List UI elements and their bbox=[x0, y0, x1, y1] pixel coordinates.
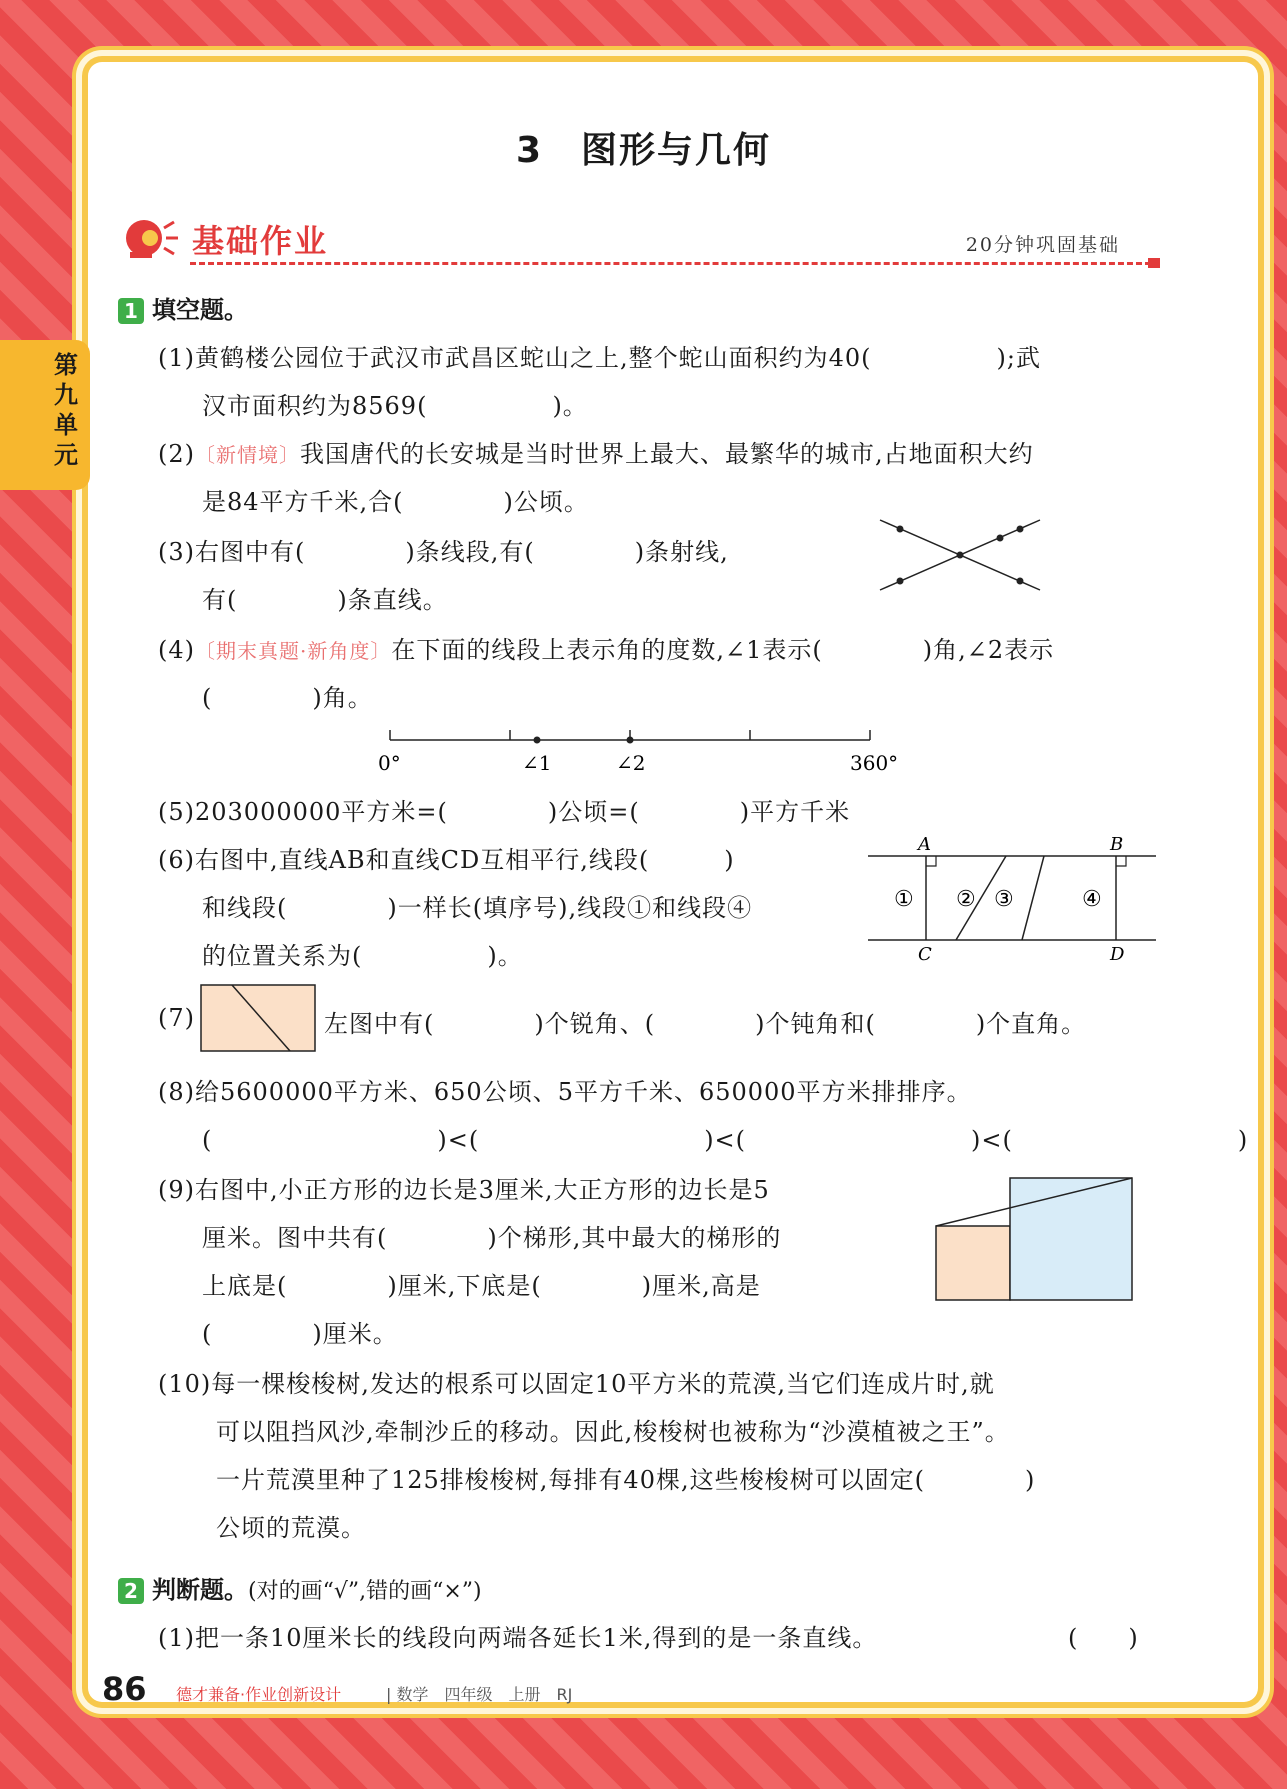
q1-line-4: 是84平方千米,合( )公顷。 bbox=[202, 488, 589, 516]
q1-line-2: 汉市面积约为8569( )。 bbox=[202, 392, 588, 420]
crossing-lines-figure bbox=[874, 512, 1054, 602]
footer-brand: 德才兼备·作业创新设计 bbox=[176, 1685, 342, 1704]
section-divider bbox=[190, 262, 1160, 265]
q2-line-1: (1)把一条10厘米长的线段向两端各延长1米,得到的是一条直线。 bbox=[158, 1624, 878, 1652]
item-text: 我国唐代的长安城是当时世界上最大、最繁华的城市,占地面积大约 bbox=[300, 440, 1034, 468]
point-d-label: D bbox=[1110, 944, 1125, 965]
question-number-badge: 1 bbox=[118, 298, 144, 324]
unit-label: 第九单元 bbox=[54, 351, 78, 469]
q1-line-18: 上底是( )厘米,下底是( )厘米,高是 bbox=[202, 1272, 761, 1300]
q1-line-14: (8)给5600000平方米、650公顷、5平方千米、650000平方米排排序。 bbox=[158, 1078, 972, 1106]
item-number: (4) bbox=[158, 636, 195, 664]
lamp-icon bbox=[120, 212, 180, 262]
item-number: (2) bbox=[158, 440, 195, 468]
q1-line-3 bbox=[158, 434, 1034, 469]
q1-line-11: 和线段( )一样长(填序号),线段①和线段④ bbox=[202, 894, 753, 922]
point-c-label: C bbox=[918, 944, 932, 965]
angle-1-label: ∠1 bbox=[522, 751, 552, 775]
point-a-label: A bbox=[918, 834, 931, 855]
q1-line-1: (1)黄鹤楼公园位于武汉市武昌区蛇山之上,整个蛇山面积约为40( );武 bbox=[158, 344, 1041, 372]
q1-line-21: 可以阻挡风沙,牵制沙丘的移动。因此,梭梭树也被称为“沙漠植被之王”。 bbox=[216, 1418, 1010, 1446]
q2-answer-bracket: ( ) bbox=[1068, 1624, 1139, 1652]
page-title: 3 图形与几何 bbox=[515, 130, 772, 171]
q1-line-22: 一片荒漠里种了125排梭梭树,每排有40棵,这些梭梭树可以固定( ) bbox=[216, 1466, 1036, 1494]
segment-2-label: ② bbox=[956, 887, 976, 912]
q1-line-19: ( )厘米。 bbox=[202, 1320, 398, 1348]
q1-line-6: 有( )条直线。 bbox=[202, 586, 448, 614]
rectangle-with-diagonal-figure bbox=[200, 984, 320, 1054]
item-text: 在下面的线段上表示角的度数,∠1表示( )角,∠2表示 bbox=[391, 636, 1055, 664]
q1-line-17: 厘米。图中共有( )个梯形,其中最大的梯形的 bbox=[202, 1224, 782, 1252]
footer-meta: | 数学 四年级 上册 RJ bbox=[386, 1685, 573, 1704]
exam-tag: 〔期末真题·新角度〕 bbox=[195, 639, 392, 663]
q1-item-7-number: (7) bbox=[158, 1004, 195, 1032]
segment-4-label: ④ bbox=[1082, 887, 1102, 912]
question-number-badge: 2 bbox=[118, 1578, 144, 1604]
q1-line-8: ( )角。 bbox=[202, 684, 373, 712]
scale-start-label: 0° bbox=[378, 751, 401, 775]
scale-end-label: 360° bbox=[850, 751, 899, 775]
q1-line-7 bbox=[158, 630, 1054, 665]
angle-scale-figure bbox=[378, 720, 904, 780]
page-number: 86 bbox=[102, 1670, 147, 1708]
squares-trapezoid-figure bbox=[934, 1176, 1154, 1316]
parallel-lines-figure bbox=[866, 836, 1166, 966]
divider-end-marker bbox=[1148, 258, 1160, 268]
new-situation-tag: 〔新情境〕 bbox=[195, 443, 300, 467]
question-2-heading bbox=[118, 1570, 482, 1605]
q1-line-10: (6)右图中,直线AB和直线CD互相平行,线段( ) bbox=[158, 846, 735, 874]
section-subtitle: 20分钟巩固基础 bbox=[965, 234, 1120, 256]
unit-side-tab bbox=[0, 340, 90, 490]
section-label: 基础作业 bbox=[192, 222, 329, 260]
q1-line-23: 公顷的荒漠。 bbox=[216, 1514, 366, 1542]
question-title: 填空题。 bbox=[152, 296, 248, 324]
q1-line-9: (5)203000000平方米=( )公顷=( )平方千米 bbox=[158, 798, 851, 826]
page-footer bbox=[102, 1670, 573, 1708]
q1-line-16: (9)右图中,小正方形的边长是3厘米,大正方形的边长是5 bbox=[158, 1176, 770, 1204]
question-hint: (对的画“√”,错的画“×”) bbox=[248, 1579, 482, 1604]
point-b-label: B bbox=[1110, 834, 1124, 855]
q1-line-20: (10)每一棵梭梭树,发达的根系可以固定10平方米的荒漠,当它们连成片时,就 bbox=[158, 1370, 995, 1398]
section-header bbox=[120, 212, 1160, 262]
q1-line-13: 左图中有( )个锐角、( )个钝角和( )个直角。 bbox=[324, 1010, 1087, 1038]
angle-2-label: ∠2 bbox=[616, 751, 646, 775]
question-title: 判断题。 bbox=[152, 1576, 248, 1604]
segment-3-label: ③ bbox=[994, 887, 1014, 912]
question-1-heading bbox=[118, 290, 248, 325]
q1-line-5: (3)右图中有( )条线段,有( )条射线, bbox=[158, 538, 729, 566]
q1-line-15: ( )<( )<( )<( ) bbox=[202, 1126, 1249, 1154]
segment-1-label: ① bbox=[894, 887, 914, 912]
q1-line-12: 的位置关系为( )。 bbox=[202, 942, 523, 970]
